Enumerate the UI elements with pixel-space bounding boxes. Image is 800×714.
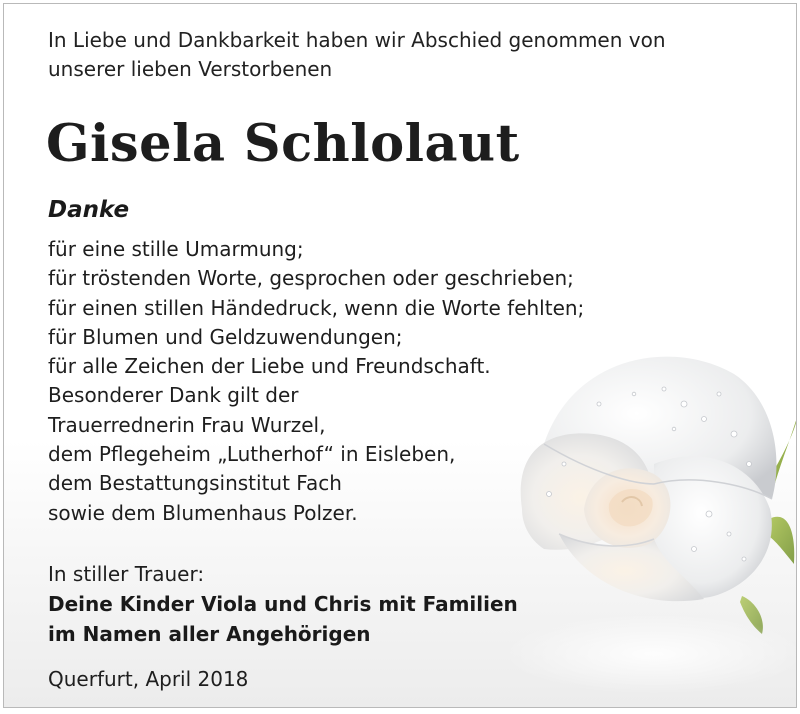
signer-line: im Namen aller Angehörigen <box>48 621 371 646</box>
signers-list <box>48 590 518 649</box>
intro-line-1: In Liebe und Dankbarkeit haben wir Abschied genommen von <box>48 28 666 52</box>
thanks-line: für alle Zeichen der Liebe und Freundschaft. <box>48 354 491 379</box>
thanks-line: dem Bestattungsinstitut Fach <box>48 471 342 496</box>
thanks-heading: Danke <box>48 197 130 223</box>
deceased-name: Gisela Schlolaut <box>46 114 520 174</box>
thanks-line: für Blumen und Geldzuwendungen; <box>48 324 403 349</box>
mourning-label: In stiller Trauer: <box>48 562 205 586</box>
intro-line-2: unserer lieben Verstorbenen <box>48 57 333 81</box>
thanks-line: dem Pflegeheim „Lutherhof“ in Eisleben, <box>48 442 456 467</box>
thanks-line: für eine stille Umarmung; <box>48 237 304 261</box>
thanks-line: Trauerrednerin Frau Wurzel, <box>48 412 326 437</box>
place-date: Querfurt, April 2018 <box>48 667 249 691</box>
thanks-line: sowie dem Blumenhaus Polzer. <box>48 500 358 525</box>
intro-text <box>48 26 666 84</box>
signer-line: Deine Kinder Viola und Chris mit Familien <box>48 592 518 616</box>
thanks-line: Besonderer Dank gilt der <box>48 383 299 408</box>
white-rose-image <box>504 334 797 694</box>
thanks-line: für tröstenden Worte, gesprochen oder geschrieben; <box>48 266 574 291</box>
thanks-line: für einen stillen Händedruck, wenn die Worte fehlten; <box>48 295 585 320</box>
obituary-notice <box>3 3 797 708</box>
